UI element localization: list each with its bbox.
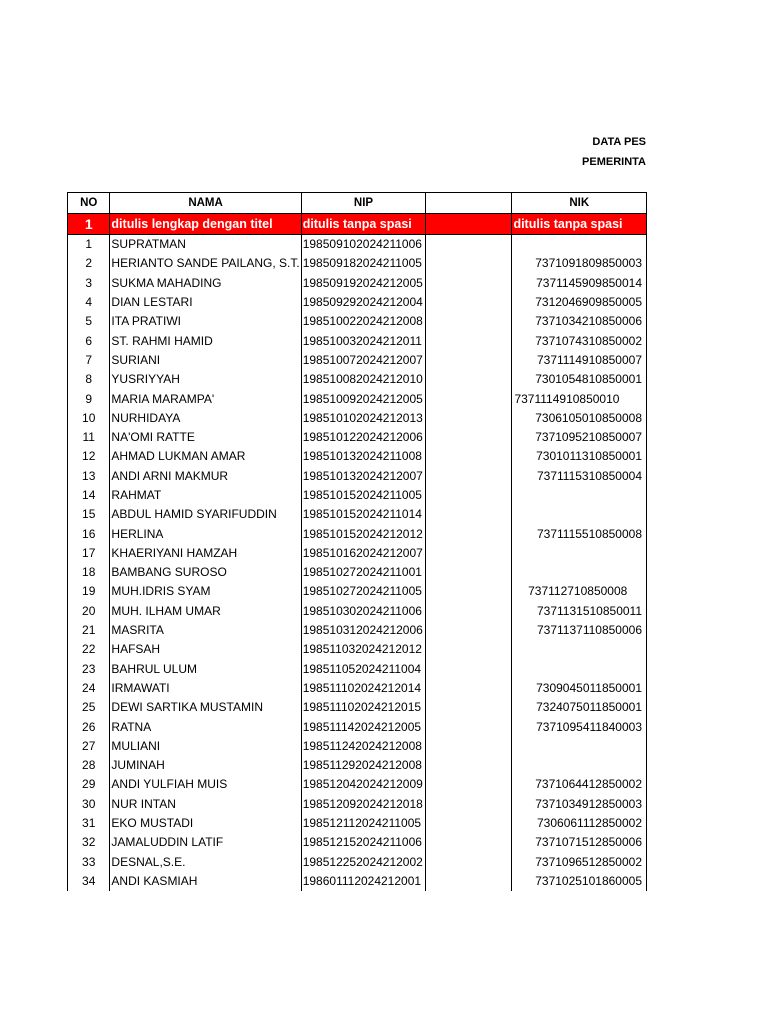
table-row <box>68 447 647 466</box>
cell-nama: MARIA MARAMPA' <box>110 389 301 408</box>
cell-no: 2 <box>68 254 110 273</box>
cell-no: 20 <box>68 602 110 621</box>
table-row <box>68 254 647 273</box>
table-row <box>68 814 647 833</box>
cell-nik <box>512 660 647 679</box>
spreadsheet <box>0 192 647 928</box>
cell-no: 1 <box>68 235 110 255</box>
header-nik: NIK <box>512 193 647 214</box>
cell-nip: 198510132024212007 <box>301 467 426 486</box>
cell-no: 28 <box>68 756 110 775</box>
table-row <box>68 833 647 852</box>
cell-nama: IRMAWATI <box>110 679 301 698</box>
cell-no: 18 <box>68 563 110 582</box>
cell-nama: MASRITA <box>110 621 301 640</box>
cell-nik <box>512 505 647 524</box>
cell-no: 26 <box>68 717 110 736</box>
table-row <box>68 582 647 601</box>
cell-nik: 7371034912850003 <box>512 795 647 814</box>
cell-nama: DEWI SARTIKA MUSTAMIN <box>110 698 301 717</box>
cell-blank <box>426 737 512 756</box>
cell-no: 10 <box>68 409 110 428</box>
cell-no: 25 <box>68 698 110 717</box>
cell-no: 16 <box>68 524 110 543</box>
cell-blank <box>426 331 512 350</box>
cell-nip: 198510272024211005 <box>301 582 426 601</box>
cell-nip: 198510032024212011 <box>301 331 426 350</box>
table-row <box>68 872 647 891</box>
table-row <box>68 698 647 717</box>
cell-blank <box>426 447 512 466</box>
cell-no: 22 <box>68 640 110 659</box>
cell-blank <box>426 389 512 408</box>
table-row <box>68 351 647 370</box>
table-row <box>68 640 647 659</box>
cell-nama: NA'OMI RATTE <box>110 428 301 447</box>
cell-blank <box>426 698 512 717</box>
cell-no: 5 <box>68 312 110 331</box>
cell-nama: ABDUL HAMID SYARIFUDDIN <box>110 505 301 524</box>
cell-nama: DIAN LESTARI <box>110 293 301 312</box>
cell-blank <box>426 370 512 389</box>
cell-blank <box>426 775 512 794</box>
cell-blank <box>426 274 512 293</box>
cell-nama: HAFSAH <box>110 640 301 659</box>
cell-no: 30 <box>68 795 110 814</box>
cell-blank <box>426 544 512 563</box>
cell-no: 9 <box>68 389 110 408</box>
cell-nik: 737112710850008 <box>512 582 647 601</box>
cell-nip: 198511052024211004 <box>301 660 426 679</box>
cell-no: 11 <box>68 428 110 447</box>
table-row <box>68 235 647 255</box>
cell-nik: 7371034210850006 <box>512 312 647 331</box>
cell-nik: 7371025101860005 <box>512 872 647 891</box>
cell-nip: 198512252024212002 <box>301 853 426 872</box>
cell-nama: AHMAD LUKMAN AMAR <box>110 447 301 466</box>
instruction-blank <box>426 214 512 235</box>
cell-no: 29 <box>68 775 110 794</box>
table-row <box>68 331 647 350</box>
cell-nama: EKO MUSTADI <box>110 814 301 833</box>
cell-nik: 7371114910850010 <box>512 389 647 408</box>
cell-nik: 7371071512850006 <box>512 833 647 852</box>
cell-no: 19 <box>68 582 110 601</box>
cell-blank <box>426 524 512 543</box>
cell-nip: 198511102024212015 <box>301 698 426 717</box>
cell-no: 21 <box>68 621 110 640</box>
table-row <box>68 467 647 486</box>
cell-nik <box>512 544 647 563</box>
table-row <box>68 795 647 814</box>
cell-nama: SUKMA MAHADING <box>110 274 301 293</box>
cell-no: 12 <box>68 447 110 466</box>
cell-nip: 198512092024212018 <box>301 795 426 814</box>
table-row <box>68 486 647 505</box>
cell-no: 27 <box>68 737 110 756</box>
cell-blank <box>426 293 512 312</box>
cell-nip: 198509182024211005 <box>301 254 426 273</box>
cell-nip: 198511292024212008 <box>301 756 426 775</box>
cell-blank <box>426 660 512 679</box>
header-blank <box>426 193 512 214</box>
cell-nik <box>512 737 647 756</box>
cell-nama: ST. RAHMI HAMID <box>110 331 301 350</box>
cell-no: 4 <box>68 293 110 312</box>
cell-nama: YUSRIYYAH <box>110 370 301 389</box>
cell-nip: 198510312024212006 <box>301 621 426 640</box>
table-row <box>68 563 647 582</box>
table-row <box>68 737 647 756</box>
cell-nama: JUMINAH <box>110 756 301 775</box>
cell-nip: 198512042024212009 <box>301 775 426 794</box>
employee-table <box>67 192 647 891</box>
cell-nama: NUR INTAN <box>110 795 301 814</box>
cell-blank <box>426 428 512 447</box>
cell-nik: 7371095411840003 <box>512 717 647 736</box>
cell-nik: 7371131510850011 <box>512 602 647 621</box>
cell-blank <box>426 351 512 370</box>
cell-nip: 198510082024212010 <box>301 370 426 389</box>
cell-blank <box>426 602 512 621</box>
table-row <box>68 717 647 736</box>
cell-nik: 7371137110850006 <box>512 621 647 640</box>
document-subtitle: PEMERINTA <box>582 156 646 168</box>
cell-no: 13 <box>68 467 110 486</box>
cell-nama: ANDI ARNI MAKMUR <box>110 467 301 486</box>
cell-nama: ITA PRATIWI <box>110 312 301 331</box>
cell-nik: 7306061112850002 <box>512 814 647 833</box>
cell-no: 32 <box>68 833 110 852</box>
instruction-nik: ditulis tanpa spasi <box>512 214 647 235</box>
cell-nama: NURHIDAYA <box>110 409 301 428</box>
cell-nama: MUH. ILHAM UMAR <box>110 602 301 621</box>
cell-nip: 198510022024212008 <box>301 312 426 331</box>
table-row <box>68 775 647 794</box>
cell-no: 34 <box>68 872 110 891</box>
table-row <box>68 293 647 312</box>
cell-nip: 198509192024212005 <box>301 274 426 293</box>
table-row <box>68 274 647 293</box>
cell-nik <box>512 640 647 659</box>
cell-blank <box>426 582 512 601</box>
table-row <box>68 409 647 428</box>
cell-no: 17 <box>68 544 110 563</box>
cell-no: 8 <box>68 370 110 389</box>
table-row <box>68 660 647 679</box>
table-row <box>68 853 647 872</box>
instruction-row <box>68 214 647 235</box>
header-nip: NIP <box>301 193 426 214</box>
cell-nama: MULIANI <box>110 737 301 756</box>
table-row <box>68 621 647 640</box>
cell-nik: 7371115510850008 <box>512 524 647 543</box>
cell-blank <box>426 235 512 255</box>
cell-nama: SUPRATMAN <box>110 235 301 255</box>
cell-nik: 7306105010850008 <box>512 409 647 428</box>
header-row <box>68 193 647 214</box>
cell-nip: 198509102024211006 <box>301 235 426 255</box>
cell-nama: ANDI YULFIAH MUIS <box>110 775 301 794</box>
cell-nik: 7324075011850001 <box>512 698 647 717</box>
cell-nip: 198512112024211005 <box>301 814 426 833</box>
cell-nip: 198510272024211001 <box>301 563 426 582</box>
table-row <box>68 756 647 775</box>
cell-nip: 198601112024212001 <box>301 872 426 891</box>
cell-nama: BAHRUL ULUM <box>110 660 301 679</box>
cell-blank <box>426 640 512 659</box>
table-row <box>68 389 647 408</box>
cell-nik: 7371114910850007 <box>512 351 647 370</box>
header-nama: NAMA <box>110 193 301 214</box>
cell-no: 3 <box>68 274 110 293</box>
table-row <box>68 679 647 698</box>
table-row <box>68 312 647 331</box>
cell-nik: 7301011310850001 <box>512 447 647 466</box>
cell-nik <box>512 756 647 775</box>
instruction-nama: ditulis lengkap dengan titel <box>110 214 301 235</box>
cell-nip: 198511102024212014 <box>301 679 426 698</box>
cell-nik <box>512 235 647 255</box>
cell-nik: 7312046909850005 <box>512 293 647 312</box>
cell-no: 23 <box>68 660 110 679</box>
cell-blank <box>426 795 512 814</box>
cell-nip: 198511032024212012 <box>301 640 426 659</box>
cell-no: 15 <box>68 505 110 524</box>
cell-no: 7 <box>68 351 110 370</box>
cell-nip: 198510302024211006 <box>301 602 426 621</box>
cell-nama: KHAERIYANI HAMZAH <box>110 544 301 563</box>
cell-blank <box>426 467 512 486</box>
cell-nama: RATNA <box>110 717 301 736</box>
cell-nip: 198510152024211014 <box>301 505 426 524</box>
cell-nip: 198510122024212006 <box>301 428 426 447</box>
cell-no: 14 <box>68 486 110 505</box>
table-row <box>68 524 647 543</box>
cell-nip: 198510072024212007 <box>301 351 426 370</box>
cell-nip: 198509292024212004 <box>301 293 426 312</box>
cell-blank <box>426 409 512 428</box>
cell-nama: JAMALUDDIN LATIF <box>110 833 301 852</box>
cell-nik: 7371074310850002 <box>512 331 647 350</box>
cell-nip: 198510152024211005 <box>301 486 426 505</box>
cell-nip: 198510152024212012 <box>301 524 426 543</box>
cell-blank <box>426 486 512 505</box>
cell-blank <box>426 756 512 775</box>
instruction-nip: ditulis tanpa spasi <box>301 214 426 235</box>
cell-nama: DESNAL,S.E. <box>110 853 301 872</box>
cell-nip: 198510092024212005 <box>301 389 426 408</box>
table-row <box>68 602 647 621</box>
cell-no: 31 <box>68 814 110 833</box>
cell-nama: BAMBANG SUROSO <box>110 563 301 582</box>
cell-no: 33 <box>68 853 110 872</box>
cell-blank <box>426 717 512 736</box>
cell-nip: 198510162024212007 <box>301 544 426 563</box>
cell-nip: 198512152024211006 <box>301 833 426 852</box>
cell-nik: 7371145909850014 <box>512 274 647 293</box>
cell-blank <box>426 833 512 852</box>
cell-blank <box>426 814 512 833</box>
instruction-no: 1 <box>68 214 110 235</box>
cell-blank <box>426 679 512 698</box>
cell-nama: ANDI KASMIAH <box>110 872 301 891</box>
cell-nik: 7371115310850004 <box>512 467 647 486</box>
cell-nik <box>512 563 647 582</box>
cell-no: 6 <box>68 331 110 350</box>
table-row <box>68 370 647 389</box>
cell-blank <box>426 853 512 872</box>
cell-nik <box>512 486 647 505</box>
cell-nip: 198511242024212008 <box>301 737 426 756</box>
cell-nama: HERIANTO SANDE PAILANG, S.T. <box>110 254 301 273</box>
cell-nik: 7301054810850001 <box>512 370 647 389</box>
cell-nama: MUH.IDRIS SYAM <box>110 582 301 601</box>
table-row <box>68 544 647 563</box>
table-row <box>68 428 647 447</box>
cell-nik: 7371091809850003 <box>512 254 647 273</box>
table-row <box>68 505 647 524</box>
cell-nik: 7371096512850002 <box>512 853 647 872</box>
cell-nama: HERLINA <box>110 524 301 543</box>
document-title: DATA PES <box>592 136 646 148</box>
cell-no: 24 <box>68 679 110 698</box>
header-no: NO <box>68 193 110 214</box>
cell-nip: 198510132024211008 <box>301 447 426 466</box>
table-body <box>68 235 647 892</box>
cell-blank <box>426 505 512 524</box>
cell-nama: SURIANI <box>110 351 301 370</box>
cell-nip: 198511142024212005 <box>301 717 426 736</box>
cell-nama: RAHMAT <box>110 486 301 505</box>
cell-blank <box>426 872 512 891</box>
cell-nip: 198510102024212013 <box>301 409 426 428</box>
cell-nik: 7371064412850002 <box>512 775 647 794</box>
cell-nik: 7371095210850007 <box>512 428 647 447</box>
cell-blank <box>426 621 512 640</box>
cell-blank <box>426 312 512 331</box>
cell-blank <box>426 563 512 582</box>
cell-blank <box>426 254 512 273</box>
cell-nik: 7309045011850001 <box>512 679 647 698</box>
